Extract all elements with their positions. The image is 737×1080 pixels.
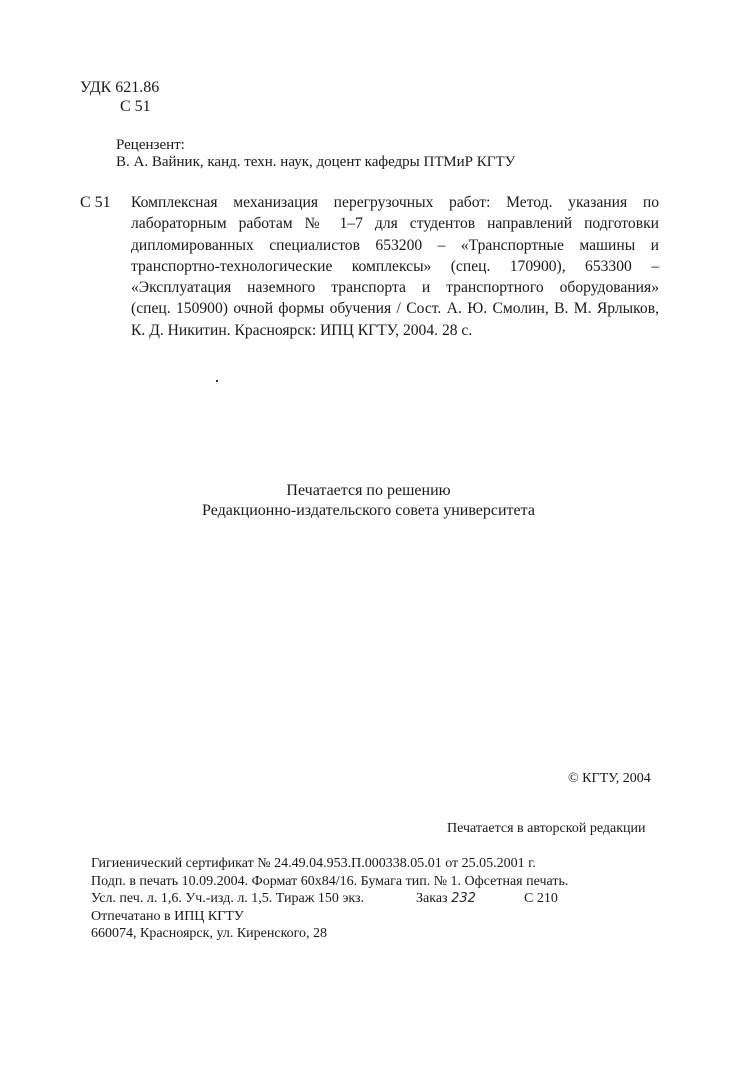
annotation-line: дипломированных специалистов 653200 – «Транспортные машины и [131,236,659,254]
imprint-code: С 210 [524,891,558,906]
council-decision-line: Печатается по решению [286,482,451,499]
copyright-notice: © КГТУ, 2004 [568,771,651,786]
imprint-volume: Усл. печ. л. 1,6. Уч.-изд. л. 1,5. Тираж 150 экз. [91,891,365,906]
imprint-order [416,890,476,908]
council-name-line: Редакционно-издательского совета университета [202,502,535,519]
imprint-certificate: Гигиенический сертификат № 24.49.04.953.П.000338.05.01 от 25.05.2001 г. [91,856,536,871]
annotation-line: «Эксплуатация наземного транспорта и транспортного оборудования» [131,279,659,297]
udk-classification: УДК 621.86 [80,79,160,96]
imprint-volume-row [91,890,568,908]
bibliographic-annotation [131,192,659,341]
imprint-printed-at: Отпечатано в ИПЦ КГТУ [91,908,244,924]
annotation-line: транспортно-технологические комплексы» (спец. 170900), 653300 – [131,257,659,275]
author-mark: С 51 [120,98,151,115]
order-label: Заказ [416,891,448,906]
annotation-line: К. Д. Никитин. Красноярск: ИПЦ КГТУ, 2004. 28 с. [131,321,473,339]
reviewer-label: Рецензент: [116,137,185,153]
imprint-block [91,855,568,943]
annotation-line: Комплексная механизация перегрузочных работ: Метод. указания по [131,194,659,211]
imprint-print-details: Подп. в печать 10.09.2004. Формат 60х84/16. Бумага тип. № 1. Офсетная печать. [91,873,569,889]
annotation-code: С 51 [80,194,111,211]
imprint-address: 660074, Красноярск, ул. Киренского, 28 [91,926,328,941]
scan-speck [216,380,218,382]
author-edition-note: Печатается в авторской редакции [447,821,646,836]
annotation-line: лабораторным работам № 1–7 для студентов направлений подготовки [131,215,659,233]
order-number-handwritten: 232 [451,891,476,906]
annotation-line: (спец. 150900) очной формы обучения / Сост. А. Ю. Смолин, В. М. Ярлыков, [131,300,659,318]
reviewer-text: В. А. Вайник, канд. техн. наук, доцент кафедры ПТМиР КГТУ [116,154,516,170]
